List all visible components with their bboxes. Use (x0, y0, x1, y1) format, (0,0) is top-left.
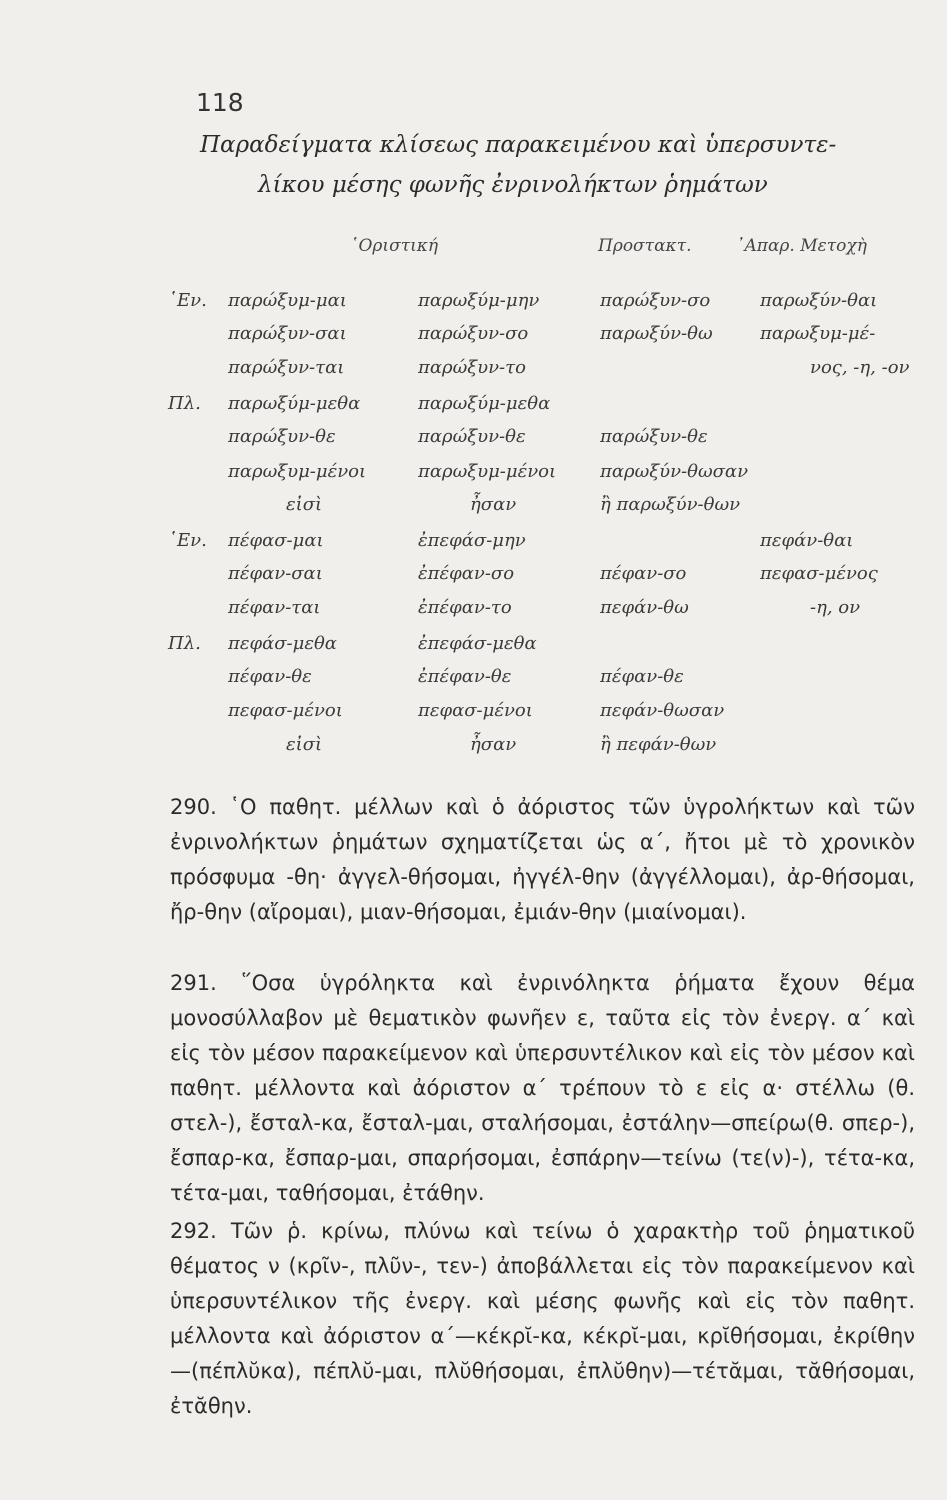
row-label: ῾Εν. (168, 290, 207, 311)
table-cell: παρωξύμ-μην (418, 290, 540, 311)
table-cell: πέφαν-θε (600, 666, 684, 687)
table-cell: παρώξυν-σαι (228, 323, 347, 344)
table-row (0, 393, 947, 423)
table-row (0, 426, 947, 456)
table-cell: πεφάσ-μεθα (228, 633, 337, 654)
header-infinitive-participle: ᾿Απαρ. Μετοχὴ (736, 236, 867, 256)
table-cell: πέφασ-μαι (228, 530, 324, 551)
table-cell: ἦσαν (470, 494, 517, 515)
table-cell: παρώξυν-σο (418, 323, 529, 344)
table-cell: παρωξύν-θωσαν (600, 461, 749, 482)
paragraph-290-text: 290. ῾Ο παθητ. μέλλων καὶ ὁ ἀόριστος τῶν ὑγρολήκτων καὶ τῶν ἐνρινολήκτων ῥημάτων σχηματίζεται ὡς α΄, ἤτοι μὲ τὸ χρονικὸν πρόσφυμα -θη· ἀγγελ-θήσομαι, ἠγγέλ-θην (ἀγγέλλομαι), ἀρ-θήσομαι, ἤρ-θην (αἴρομαι), μιαν-θήσομαι, ἐμιάν-θην (μιαίνομαι). (170, 795, 915, 924)
paragraph-291-text: 291. ῞Οσα ὑγρόληκτα καὶ ἐνρινόληκτα ῥήματα ἔχουν θέμα μονοσύλλαβον μὲ θεματικὸν φωνῆεν ε, ταῦτα εἰς τὸν ἐνεργ. α΄ καὶ εἰς τὸν μέσον παρακείμενον καὶ ὑπερσυντέλικον καὶ εἰς τὸν μέσον καὶ παθητ. μέλλοντα καὶ ἀόριστον α΄ τρέπουν τὸ ε εἰς α· στέλλω (θ. στελ-), ἔσταλ-κα, ἔσταλ-μαι, σταλήσομαι, ἐστάλην—σπείρω(θ. σπερ-), ἔσπαρ-κα, ἔσπαρ-μαι, σπαρήσομαι, ἐσπάρην—τείνω (τε(ν)-), τέτα-κα, τέτα-μαι, ταθήσομαι, ἐτάθην. (170, 971, 915, 1205)
table-cell: παρωξυμ-μένοι (228, 461, 367, 482)
table-cell: παρωξύμ-μεθα (418, 393, 551, 414)
table-cell: παρώξυν-θε (418, 426, 526, 447)
table-cell: πέφαν-σο (600, 563, 687, 584)
header-imperative: Προστακτ. (598, 236, 692, 256)
table-cell: -η, ον (810, 597, 861, 618)
table-cell: ἢ πεφάν-θων (600, 734, 717, 755)
table-cell: εἰσὶ (286, 494, 323, 515)
table-row (0, 597, 947, 627)
table-cell: πεφασ-μένος (760, 563, 878, 584)
table-cell: ἐπεφάσ-μεθα (418, 633, 537, 654)
table-cell: πέφαν-σαι (228, 563, 323, 584)
table-cell: παρωξυμ-μένοι (418, 461, 557, 482)
table-row (0, 563, 947, 593)
table-row (0, 530, 947, 560)
table-cell: πεφασ-μένοι (228, 700, 343, 721)
table-row (0, 666, 947, 696)
table-cell: παρώξυν-θε (228, 426, 336, 447)
row-label: Πλ. (168, 633, 201, 654)
table-cell: παρώξυν-το (418, 357, 526, 378)
table-cell: παρώξυν-σο (600, 290, 711, 311)
table-cell: ἐπέφαν-θε (418, 666, 512, 687)
table-cell: νος, -η, -ον (810, 357, 910, 378)
paragraph-291 (170, 966, 915, 1211)
table-cell: πεφάν-θωσαν (600, 700, 725, 721)
table-row (0, 461, 947, 491)
table-row (0, 494, 947, 524)
paragraph-292 (170, 1214, 915, 1424)
table-row (0, 357, 947, 387)
page-number: 118 (196, 88, 244, 117)
table-cell: ἐπεφάσ-μην (418, 530, 526, 551)
table-row (0, 323, 947, 353)
table-cell: πεφάν-θω (600, 597, 689, 618)
table-row (0, 633, 947, 663)
row-label: Πλ. (168, 393, 201, 414)
table-cell: πεφασ-μένοι (418, 700, 533, 721)
table-cell: πέφαν-θε (228, 666, 312, 687)
paragraph-292-text: 292. Τῶν ῥ. κρίνω, πλύνω καὶ τείνω ὁ χαρακτὴρ τοῦ ῥηματικοῦ θέματος ν (κρῖν-, πλῦν-, τεν-) ἀποβάλλεται εἰς τὸν παρακείμενον καὶ ὑπερσυντέλικον τῆς ἐνεργ. καὶ μέσης φωνῆς καὶ εἰς τὸν παθητ. μέλλοντα καὶ ἀόριστον α΄—κέκρῐ-κα, κέκρῐ-μαι, κρῐθήσομαι, ἐκρίθην—(πέπλῠκα), πέπλῠ-μαι, πλῠθήσομαι, ἐπλῠθην)—τέτᾰμαι, τᾰθήσομαι, ἐτᾰθην. (170, 1219, 915, 1418)
table-cell: πέφαν-ται (228, 597, 321, 618)
table-row (0, 734, 947, 764)
paragraph-290 (170, 790, 915, 930)
row-label: ῾Εν. (168, 530, 207, 551)
table-cell: παρωξύν-θω (600, 323, 713, 344)
table-cell: πεφάν-θαι (760, 530, 854, 551)
table-cell: παρωξυμ-μέ- (760, 323, 876, 344)
table-cell: ἦσαν (470, 734, 517, 755)
table-title-line-1: Παραδείγματα κλίσεως παρακειμένου καὶ ὑπερσυντε- (200, 132, 837, 158)
table-cell: εἰσὶ (286, 734, 323, 755)
table-cell: παρώξυμ-μαι (228, 290, 347, 311)
table-title-line-2: λίκου μέσης φωνῆς ἐνρινολήκτων ῥημάτων (258, 172, 768, 198)
table-cell: παρωξύμ-μεθα (228, 393, 361, 414)
table-row (0, 700, 947, 730)
table-cell: παρώξυν-ται (228, 357, 345, 378)
table-cell: παρώξυν-θε (600, 426, 708, 447)
header-indicative: ῾Οριστική (350, 236, 439, 256)
table-cell: ἐπέφαν-σο (418, 563, 515, 584)
table-cell: ἐπέφαν-το (418, 597, 512, 618)
table-cell: παρωξύν-θαι (760, 290, 878, 311)
table-row (0, 290, 947, 320)
table-cell: ἢ παρωξύν-θων (600, 494, 741, 515)
